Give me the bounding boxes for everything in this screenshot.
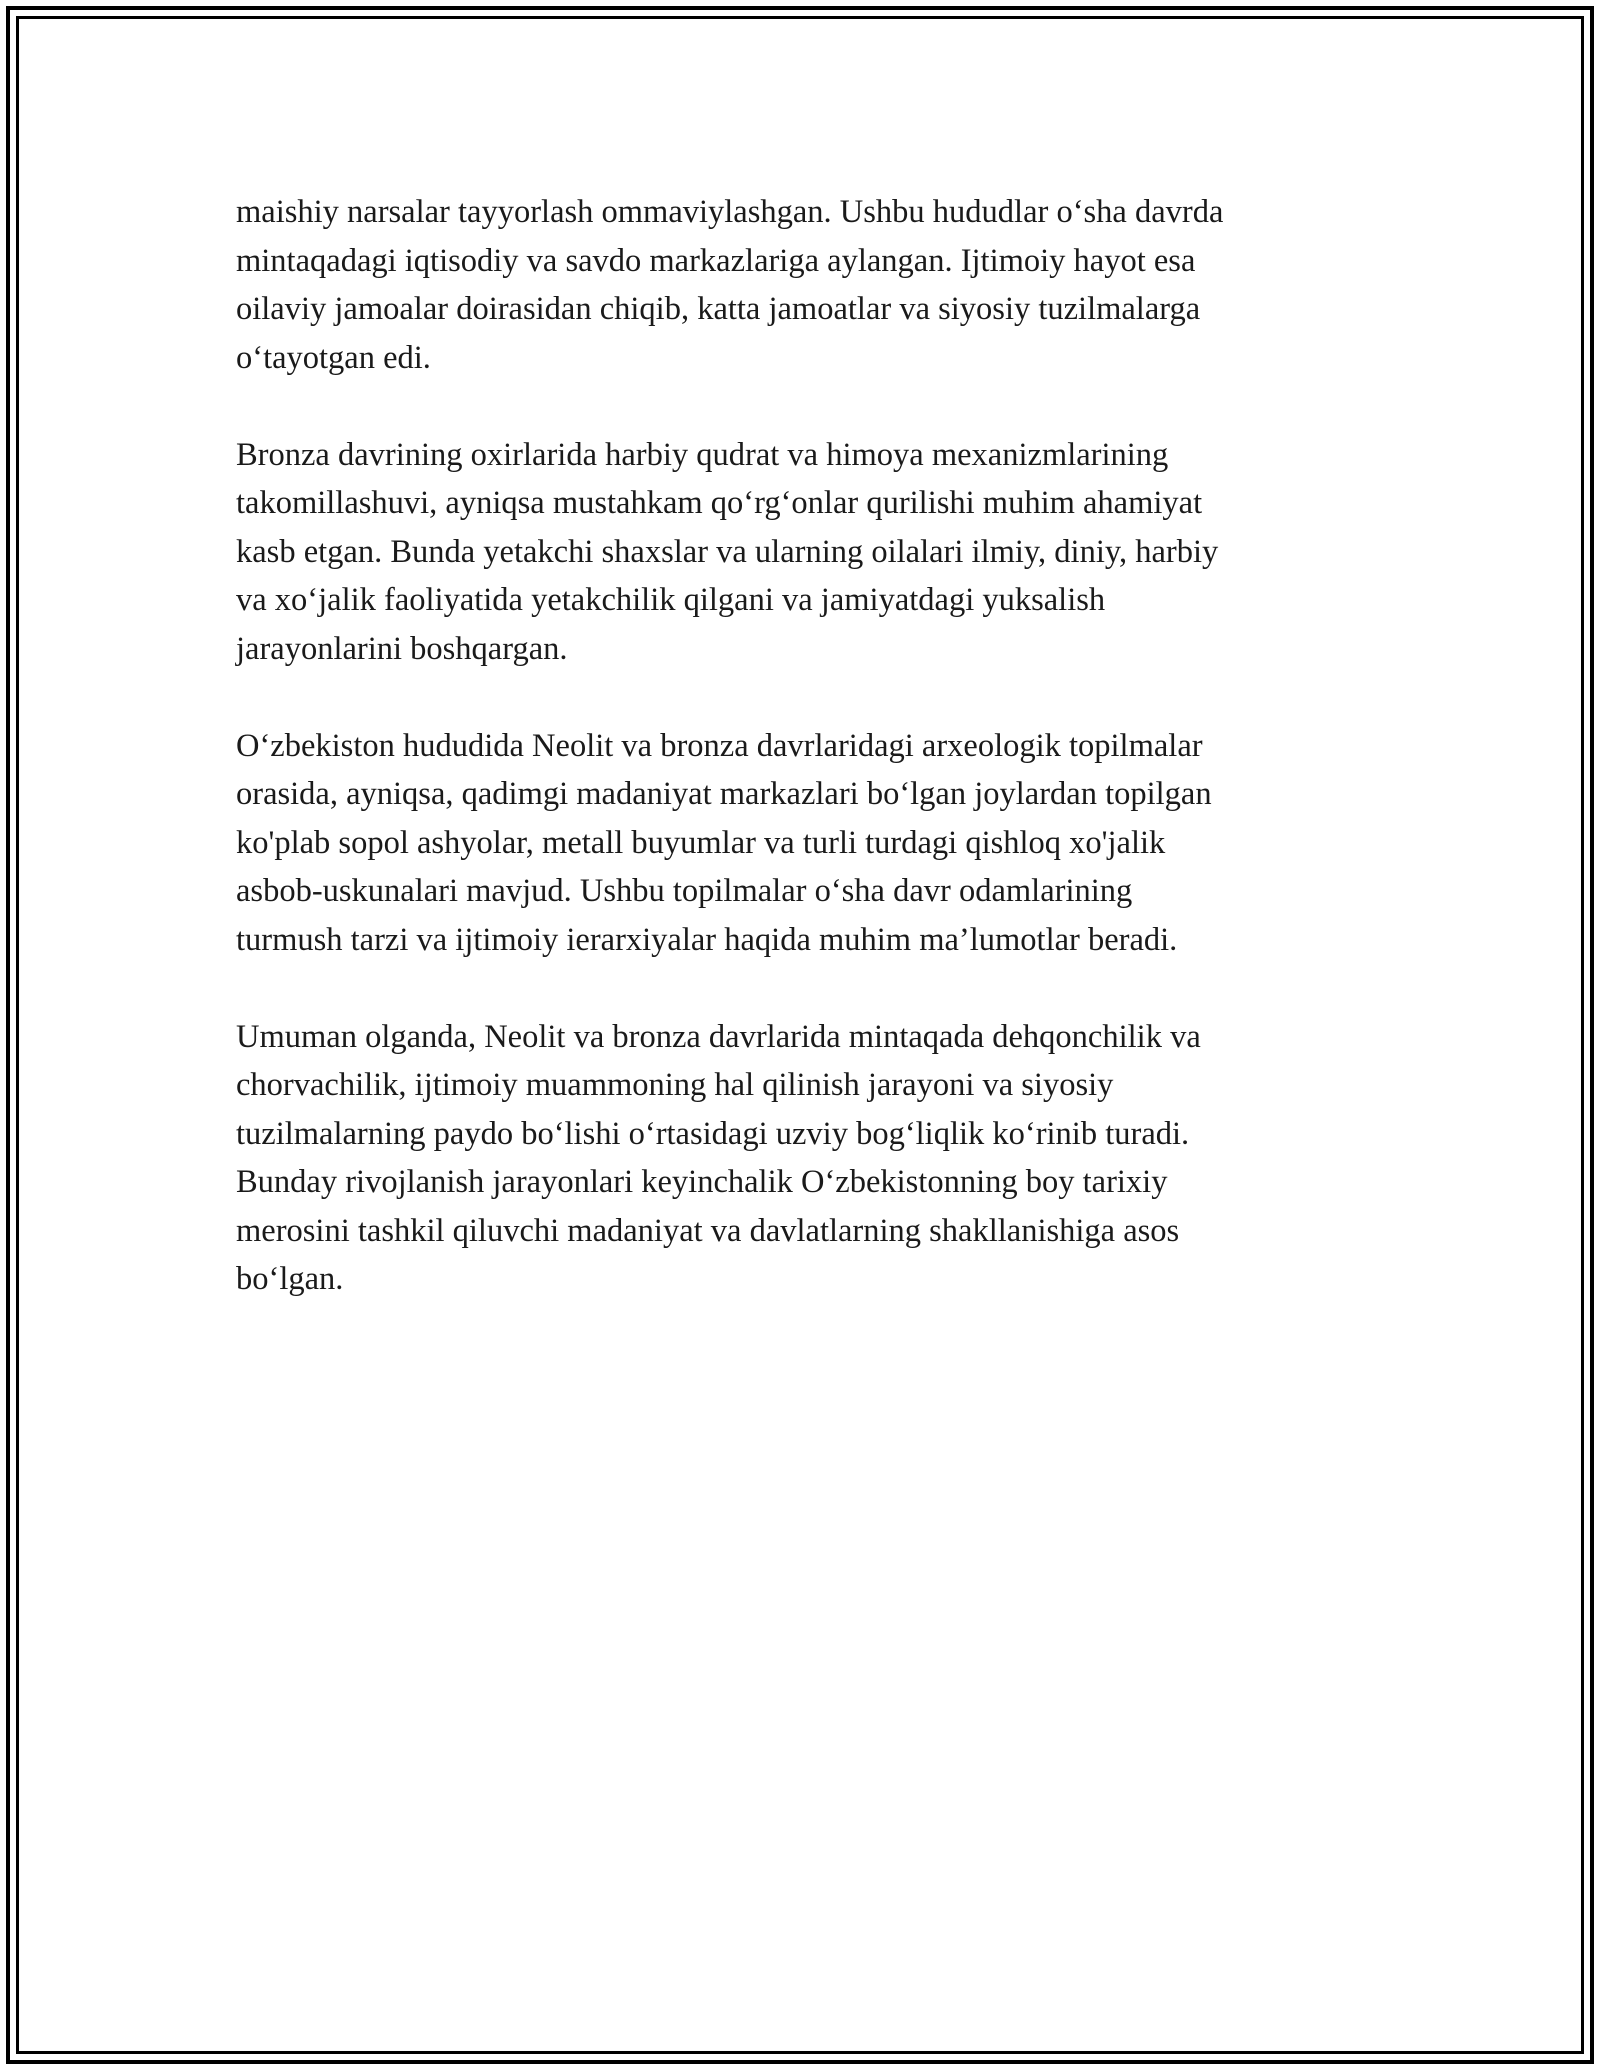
paragraph-4: Umuman olganda, Neolit va bronza davrlarida mintaqada dehqonchilik va chorvachilik, ijtimoiy muammoning hal qilinish jarayoni va siyosiy tuzilmalarning paydo bo‘lishi o‘rtasidagi uzviy bog‘liqlik ko‘rinib turadi. Bunday rivojlanish jarayonlari keyinchalik O‘zbekistonning boy tarixiy merosini tashkil qiluvchi madaniyat va davlatlarning shakllanishiga asos bo‘lgan. (236, 1018, 1201, 1297)
paragraph-2: Bronza davrining oxirlarida harbiy qudrat va himoya mexanizmlarining takomillashuvi, ayniqsa mustahkam qo‘rg‘onlar qurilishi muhim ahamiyat kasb etgan. Bunda yetakchi shaxslar va ularning oilalari ilmiy, diniy, harbiy va xo‘jalik faoliyatida yetakchilik qilgani va jamiyatdagi yuksalish jarayonlarini boshqargan. (236, 436, 1219, 667)
paragraph-1: maishiy narsalar tayyorlash ommaviylashgan. Ushbu hududlar o‘sha davrda mintaqadagi iqtisodiy va savdo markazlariga aylangan. Ijtimoiy hayot esa oilaviy jamoalar doirasidan chiqib, katta jamoatlar va siyosiy tuzilmalarga o‘tayotgan edi. (236, 194, 1224, 376)
document-body (236, 188, 1360, 1352)
paragraph-3: O‘zbekiston hududida Neolit va bronza davrlaridagi arxeologik topilmalar orasida, ayniqsa, qadimgi madaniyat markazlari bo‘lgan joylardan topilgan ko'plab sopol ashyolar, metall buyumlar va turli turdagi qishloq xo'jalik asbob-uskunalari mavjud. Ushbu topilmalar o‘sha davr odamlarining turmush tarzi va ijtimoiy ierarxiyalar haqida muhim ma’lumotlar beradi. (236, 727, 1212, 958)
